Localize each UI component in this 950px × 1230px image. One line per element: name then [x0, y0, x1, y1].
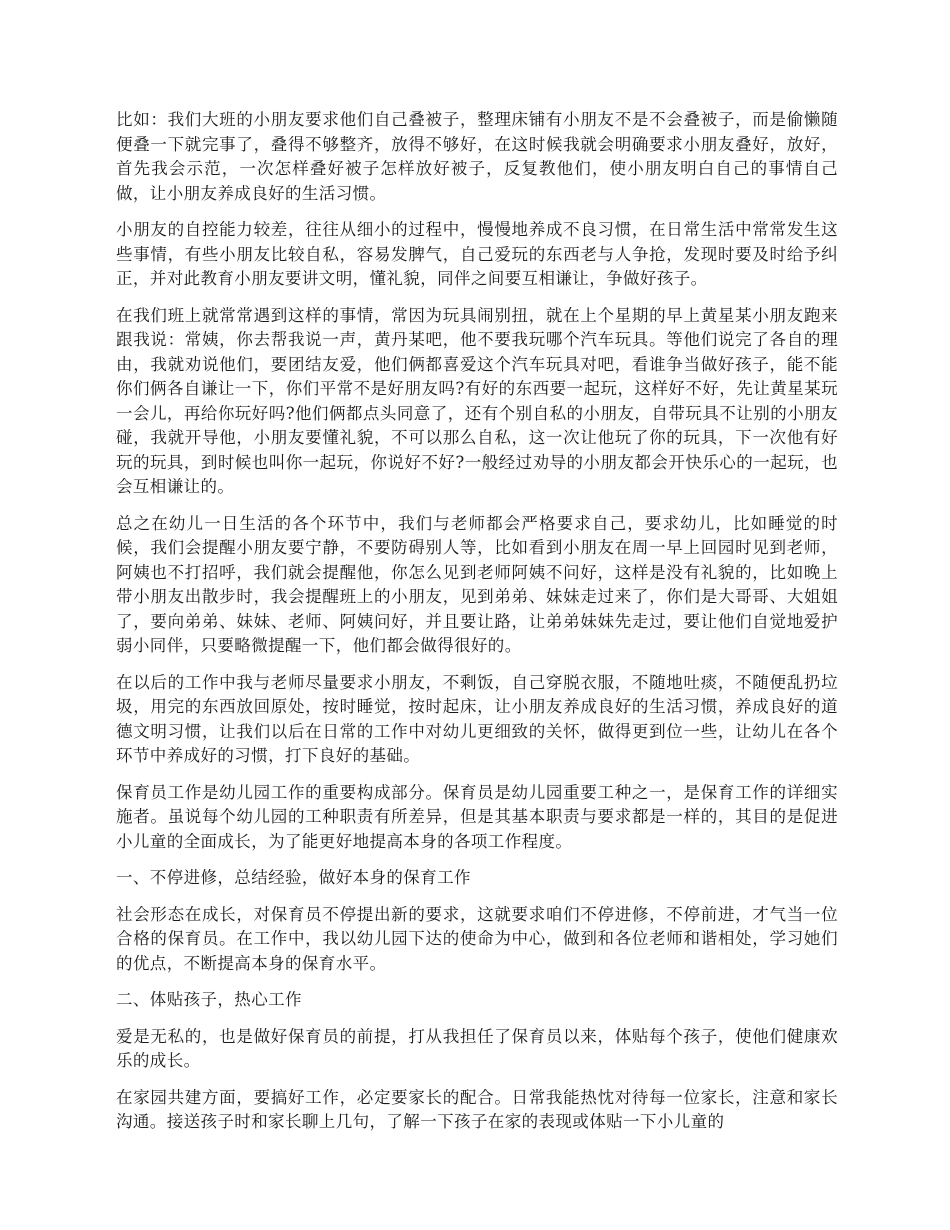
- section-heading-1: 一、不停进修，总结经验，做好本身的保育工作: [116, 868, 471, 887]
- paragraph-self-control: 小朋友的自控能力较差，往往从细小的过程中，慢慢地养成不良习惯，在日常生活中常常发生这些事情，有些小朋友比较自私，容易发脾气，自己爱玩的东西老与人争抢，发现时要及时给予纠正，并对此教育小朋友要讲文明，懂礼貌，同伴之间要互相谦让，争做好孩子。: [116, 220, 838, 288]
- paragraph-home-school: 在家园共建方面，要搞好工作，必定要家长的配合。日常我能热忱对待每一位家长，注意和家长沟通。接送孩子时和家长聊上几句，了解一下孩子在家的表现或体贴一下小儿童的: [116, 1087, 838, 1131]
- paragraph-love-selfless: 爱是无私的，也是做好保育员的前提，打从我担任了保育员以来，体贴每个孩子，使他们健康欢乐的成长。: [116, 1026, 838, 1070]
- document-body: [116, 108, 838, 1147]
- section-heading-2: 二、体贴孩子，热心工作: [116, 990, 302, 1009]
- paragraph-toy-dispute: 在我们班上就常常遇到这样的事情，常因为玩具闹别扭，就在上个星期的早上黄星某小朋友跑来跟我说：常姨，你去帮我说一声，黄丹某吧，他不要我玩哪个汽车玩具。等他们说完了各自的理由，我就劝说他们，要团结友爱，他们俩都喜爱这个汽车玩具对吧，看谁争当做好孩子，能不能你们俩各自谦让一下，你们平常不是好朋友吗?有好的东西要一起玩，这样好不好，先让黄星某玩一会儿，再给你玩好吗?他们俩都点头同意了，还有个别自私的小朋友，自带玩具不让别的小朋友碰，我就开导他，小朋友要懂礼貌，不可以那么自私，这一次让他玩了你的玩具，下一次他有好玩的玩具，到时候也叫你一起玩，你说好不好?一般经过劝导的小朋友都会开快乐心的一起玩，也会互相谦让的。: [116, 305, 838, 496]
- paragraph-nursery-role: 保育员工作是幼儿园工作的重要构成部分。保育员是幼儿园重要工种之一，是保育工作的详细实施者。虽说每个幼儿园的工种职责有所差异，但是其基本职责与要求都是一样的，其目的是促进小儿童的全面成长，为了能更好地提高本身的各项工作程度。: [116, 782, 838, 851]
- paragraph-continuous-learning: 社会形态在成长，对保育员不停提出新的要求，这就要求咱们不停进修，不停前进，才气当一位合格的保育员。在工作中，我以幼儿园下达的使命为中心，做到和各位老师和谐相处，学习她们的优点，不断提高本身的保育水平。: [116, 904, 838, 973]
- paragraph-daily-routine: 总之在幼儿一日生活的各个环节中，我们与老师都会严格要求自己，要求幼儿，比如睡觉的时候，我们会提醒小朋友要宁静，不要防碍别人等，比如看到小朋友在周一早上回园时见到老师，阿姨也不打招呼，我们就会提醒他，你怎么见到老师阿姨不问好，这样是没有礼貌的，比如晚上带小朋友出散步时，我会提醒班上的小朋友，见到弟弟、妹妹走过来了，你们是大哥哥、大姐姐了，要向弟弟、妹妹、老师、阿姨问好，并且要让路，让弟弟妹妹先走过，要让他们自觉地爱护弱小同伴，只要略微提醒一下，他们都会做得很好的。: [116, 513, 838, 655]
- paragraph-folding-quilts: 比如：我们大班的小朋友要求他们自己叠被子，整理床铺有小朋友不是不会叠被子，而是偷懒随便叠一下就完事了，叠得不够整齐，放得不够好，在这时候我就会明确要求小朋友叠好，放好，首先我会示范，一次怎样叠好被子怎样放好被子，反复教他们，使小朋友明白自己的事情自己做，让小朋友养成良好的生活习惯。: [116, 110, 838, 203]
- paragraph-future-work: 在以后的工作中我与老师尽量要求小朋友，不剩饭，自己穿脱衣服，不随地吐痰，不随便乱扔垃圾，用完的东西放回原处，按时睡觉，按时起床，让小朋友养成良好的生活习惯，养成良好的道德文明习惯，让我们以后在日常的工作中对幼儿更细致的关怀，做得更到位一些，让幼儿在各个环节中养成好的习惯，打下良好的基础。: [116, 672, 838, 765]
